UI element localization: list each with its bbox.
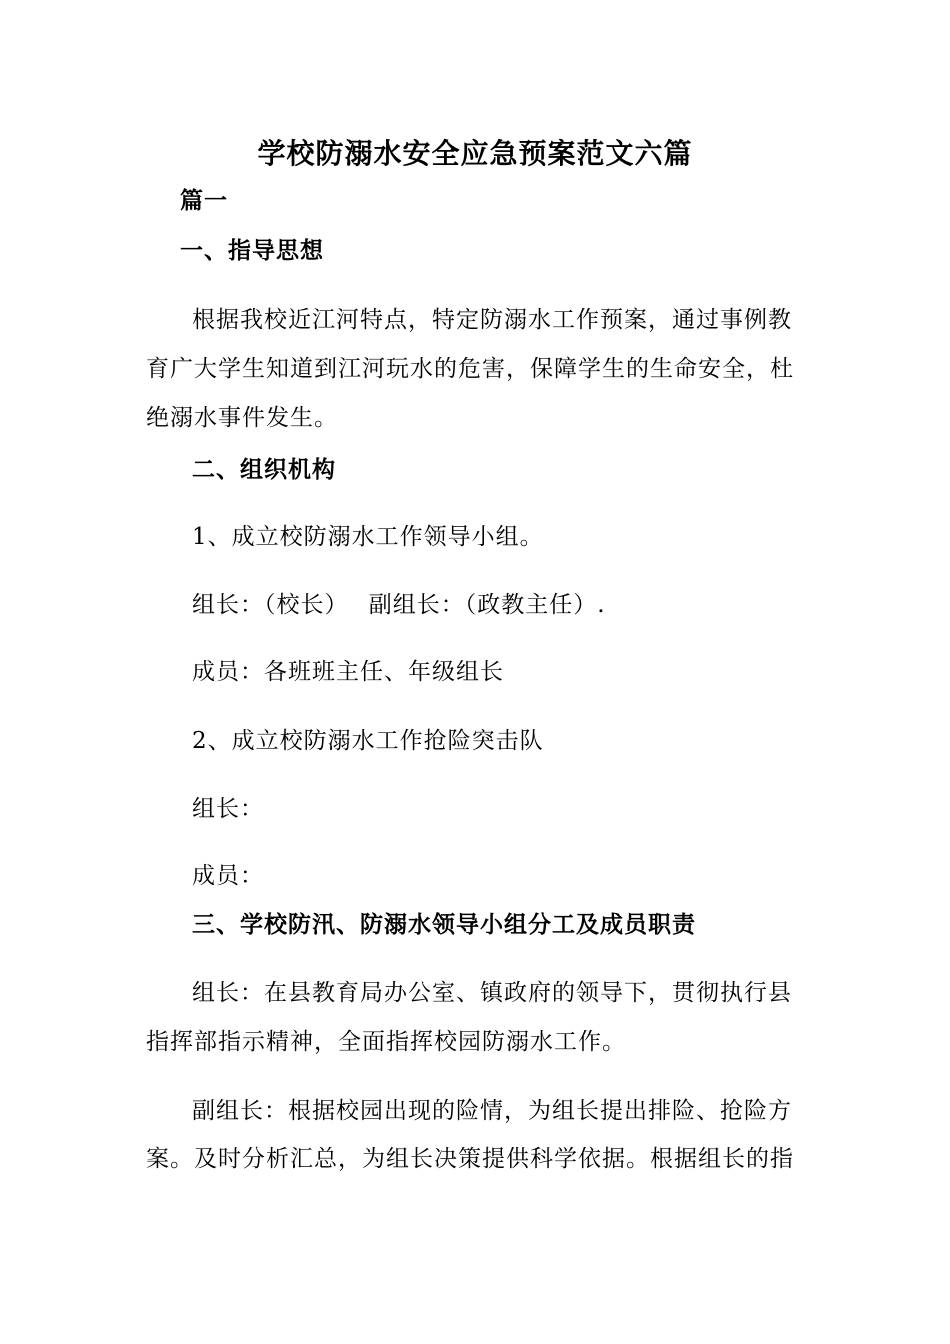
paragraph-line: 育广大学生知道到江河玩水的危害，保障学生的生命安全，杜	[146, 356, 794, 382]
part-heading: 篇一	[180, 188, 228, 214]
paragraph-line: 组长：在县教育局办公室、镇政府的领导下，贯彻执行县	[192, 980, 792, 1006]
paragraph-line: 案。及时分析汇总，为组长决策提供科学依据。根据组长的指	[146, 1146, 794, 1172]
paragraph-line: 副组长：根据校园出现的险情，为组长提出排险、抢险方	[192, 1098, 792, 1124]
paragraph-line: 根据我校近江河特点，特定防溺水工作预案，通过事例教	[192, 307, 792, 333]
paragraph-line: 指挥部指示精神，全面指挥校园防溺水工作。	[146, 1029, 626, 1055]
list-item: 2、成立校防溺水工作抢险突击队	[192, 728, 544, 754]
members-line: 成员：各班班主任、年级组长	[192, 659, 504, 685]
section-heading-3: 三、学校防汛、防溺水领导小组分工及成员职责	[192, 912, 696, 938]
section-heading-2: 二、组织机构	[192, 457, 336, 483]
leader-line: 组长：	[192, 796, 264, 822]
members-line: 成员：	[192, 863, 264, 889]
paragraph-line: 绝溺水事件发生。	[146, 405, 338, 431]
section-heading-1: 一、指导思想	[180, 238, 324, 264]
leader-line: 组长：（校长） 副组长：（政教主任）.	[192, 592, 606, 618]
document-title: 学校防溺水安全应急预案范文六篇	[257, 137, 693, 170]
list-item: 1、成立校防溺水工作领导小组。	[192, 524, 544, 550]
